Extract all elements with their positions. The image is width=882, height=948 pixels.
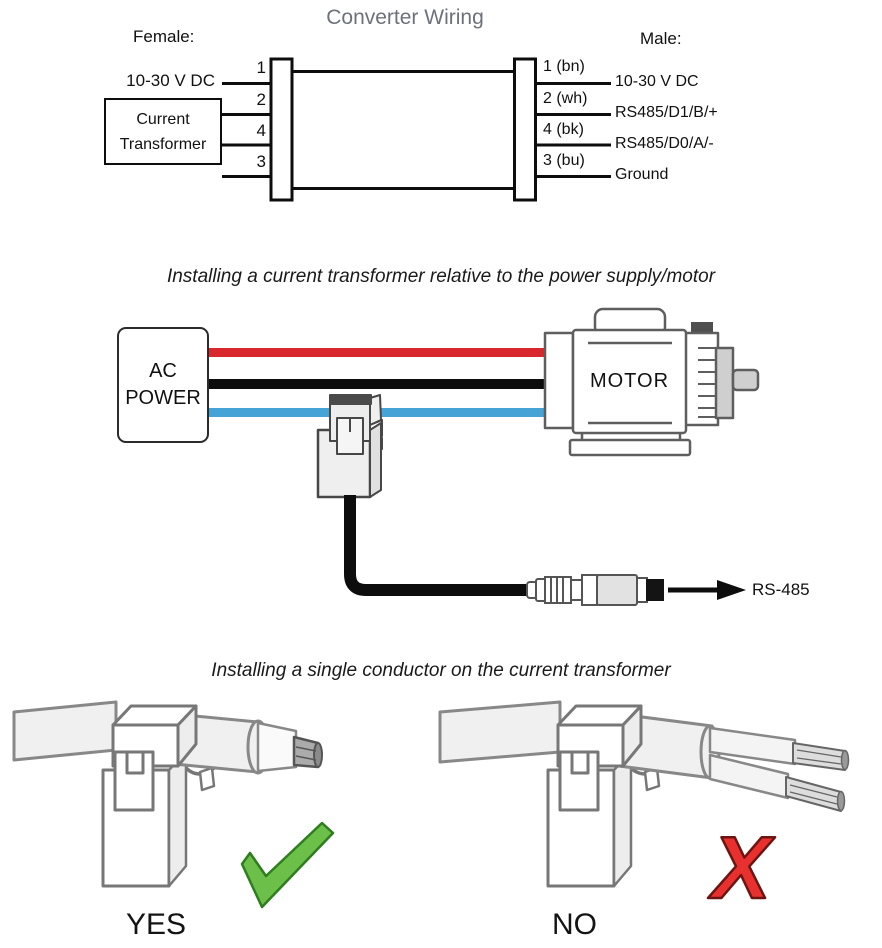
no-label: NO xyxy=(552,908,597,941)
female-connector-bar xyxy=(271,59,292,200)
male-signal-ground: Ground xyxy=(615,166,669,183)
female-pin-4: 4 xyxy=(256,121,266,140)
ac-power-box xyxy=(117,327,209,443)
female-pin-1: 1 xyxy=(256,58,266,77)
cable-left xyxy=(440,702,560,762)
rs485-label: RS-485 xyxy=(752,580,810,599)
section2-title: Installing a current transformer relative to the power supply/motor xyxy=(166,266,716,287)
male-signal-d0: RS485/D0/A/- xyxy=(615,135,714,152)
page-title: Converter Wiring xyxy=(326,6,484,29)
inner-insulation xyxy=(258,723,296,771)
male-pin-3: 3 (bu) xyxy=(543,152,585,169)
female-side-label: Female: xyxy=(133,27,195,46)
yes-label: YES xyxy=(126,908,187,941)
ct-box-line1: Current xyxy=(136,110,190,128)
x-mark-icon: X xyxy=(712,818,771,917)
rs485-arrow xyxy=(668,580,746,600)
female-pin-2: 2 xyxy=(256,90,266,109)
single-conductor-tip xyxy=(294,737,322,767)
male-pin-1: 1 (bn) xyxy=(543,58,585,75)
motor-label: MOTOR xyxy=(589,370,670,392)
ac-power-line2: POWER xyxy=(125,387,201,409)
cable-left xyxy=(14,702,116,760)
female-pin-3: 3 xyxy=(256,152,266,171)
ct-box-line2: Transformer xyxy=(119,135,207,153)
male-side-label: Male: xyxy=(640,29,682,48)
single-conductor-example xyxy=(14,702,333,907)
sensor-cable xyxy=(350,495,528,590)
female-power-label: 10-30 V DC xyxy=(126,71,215,90)
male-pin-2: 2 (wh) xyxy=(543,90,588,107)
male-connector-bar xyxy=(515,59,536,200)
checkmark-icon xyxy=(242,823,333,907)
m12-connector xyxy=(527,575,663,605)
wire-black xyxy=(205,379,546,389)
multi-conductor-example xyxy=(440,702,849,917)
male-pin-4: 4 (bk) xyxy=(543,121,584,138)
ac-power-line1: AC xyxy=(149,360,177,382)
male-signal-power: 10-30 V DC xyxy=(615,73,699,90)
current-transformer-box xyxy=(104,98,222,165)
wire-red xyxy=(205,348,546,357)
male-signal-d1: RS485/D1/B/+ xyxy=(615,104,718,121)
section3-title: Installing a single conductor on the current transformer xyxy=(211,660,671,681)
